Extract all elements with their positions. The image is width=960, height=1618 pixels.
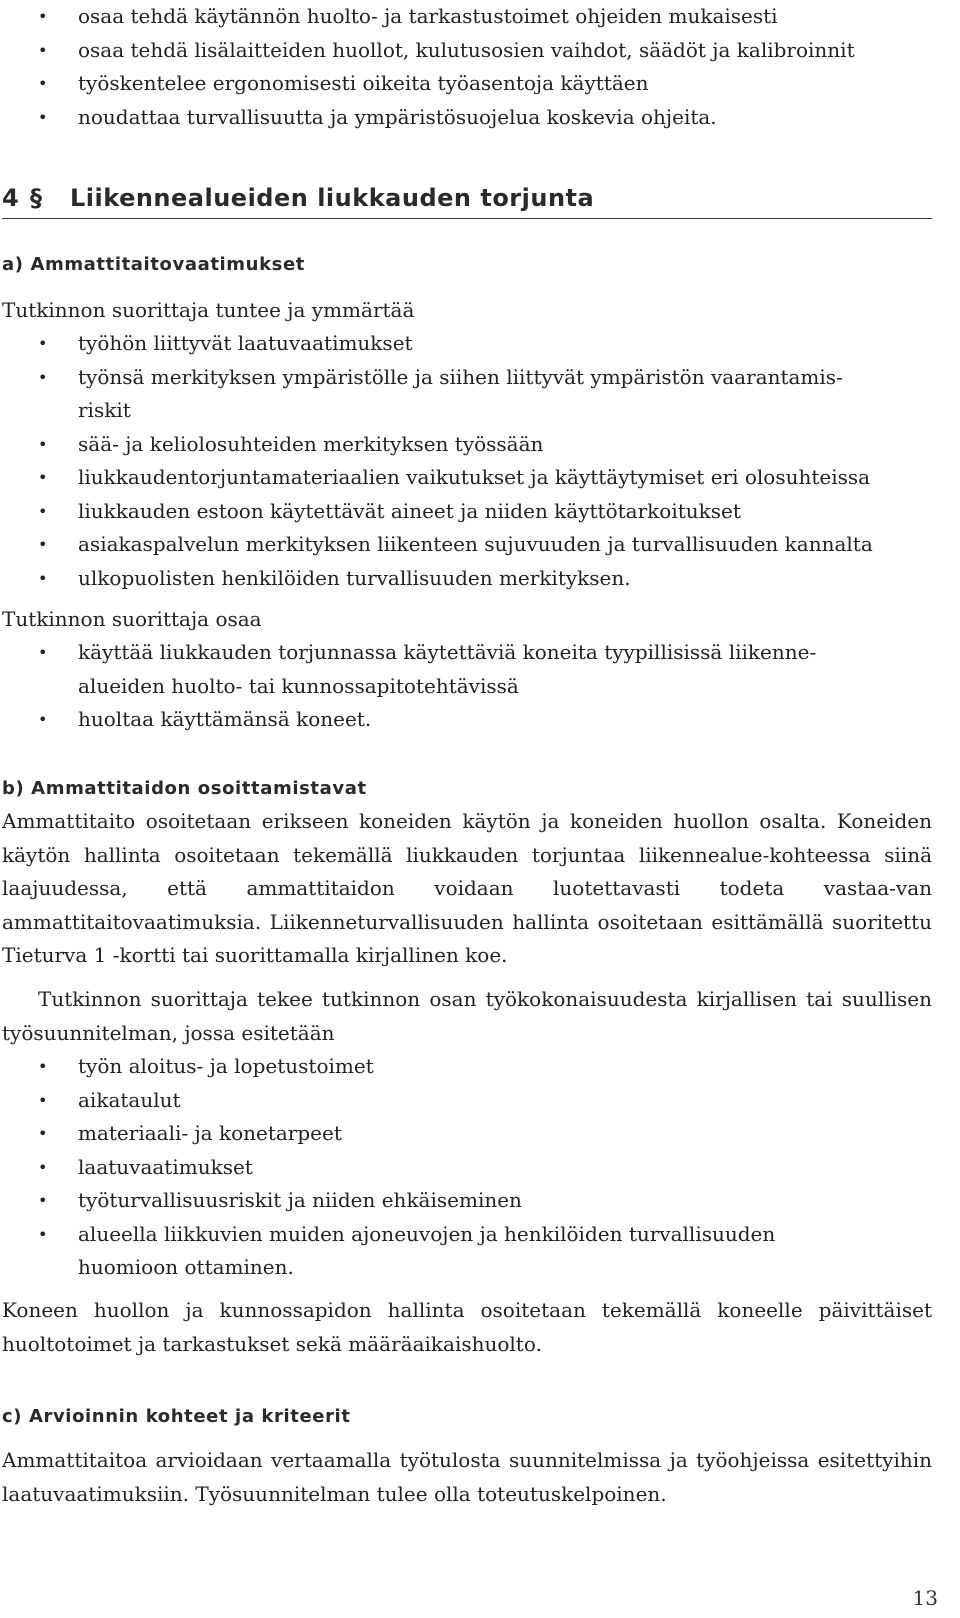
list-item: • työhön liittyvät laatuvaatimukset: [2, 327, 882, 361]
list-item: • osaa tehdä lisälaitteiden huollot, kulutusosien vaihdot, säädöt ja kalibroinnit: [2, 34, 932, 68]
bullet-icon: •: [38, 434, 48, 454]
bullet-icon: •: [38, 710, 48, 729]
section-symbol: §: [30, 184, 43, 212]
bullet-icon: •: [38, 535, 48, 554]
bullet-icon: •: [38, 1191, 48, 1210]
bullet-icon: •: [38, 40, 48, 60]
page-number: 13: [912, 1586, 938, 1610]
list-item: • työnsä merkityksen ympäristölle ja siihen liittyvät ympäristön vaarantamis-riskit: [2, 361, 858, 428]
top-bullet-list: [2, 0, 932, 134]
bullet-list-a2: [2, 636, 862, 737]
list-item: • osaa tehdä käytännön huolto- ja tarkastustoimet ohjeiden mukaisesti: [2, 0, 932, 34]
subheading-c: c) Arvioinnin kohteet ja kriteerit: [2, 1406, 351, 1427]
paragraph-c: Ammattitaitoa arvioidaan vertaamalla työtulosta suunnitelmissa ja työohjeissa esitettyihin laatuvaatimuksiin. Työsuunnitelman tulee olla toteutuskelpoinen.: [2, 1448, 932, 1506]
bullet-list-a1: [2, 327, 882, 595]
list-item: • materiaali- ja konetarpeet: [2, 1117, 842, 1151]
lead-text-a2: Tutkinnon suorittaja osaa: [2, 607, 262, 631]
bullet-icon: •: [38, 1124, 48, 1143]
list-item: • asiakaspalvelun merkityksen liikenteen sujuvuuden ja turvallisuuden kannalta: [2, 528, 882, 562]
list-item: • käyttää liukkauden torjunnassa käytettäviä koneita tyypillisissä liikenne-alueiden huolto- tai kunnossapitotehtävissä: [2, 636, 862, 703]
list-item: • laatuvaatimukset: [2, 1151, 842, 1185]
list-item: • huoltaa käyttämänsä koneet.: [2, 703, 862, 737]
list-item: • työturvallisuusriskit ja niiden ehkäiseminen: [2, 1184, 842, 1218]
bullet-icon: •: [38, 643, 48, 662]
list-item: • aikataulut: [2, 1084, 842, 1118]
list-item: • sää- ja keliolosuhteiden merkityksen työssään: [2, 428, 882, 462]
section-title-text: Liikennealueiden liukkauden torjunta: [70, 184, 595, 212]
bullet-icon: •: [38, 501, 48, 521]
lead-text-a1: Tutkinnon suorittaja tuntee ja ymmärtää: [2, 298, 415, 322]
subheading-a: a) Ammattitaitovaatimukset: [2, 254, 305, 275]
bullet-list-b: [2, 1050, 842, 1285]
bullet-icon: •: [38, 107, 48, 127]
bullet-icon: •: [38, 74, 48, 93]
section-title: [2, 184, 932, 219]
paragraph-b2: Tutkinnon suorittaja tekee tutkinnon osan työkokonaisuudesta kirjallisen tai suullisen työsuunnitelman, jossa esitetään: [2, 987, 932, 1045]
bullet-icon: •: [38, 7, 48, 26]
bullet-icon: •: [38, 568, 48, 588]
section-number: 4: [2, 184, 20, 212]
list-item: • noudattaa turvallisuutta ja ympäristösuojelua koskevia ohjeita.: [2, 101, 932, 135]
list-item: • ulkopuolisten henkilöiden turvallisuuden merkityksen.: [2, 562, 882, 596]
bullet-icon: •: [38, 367, 48, 387]
list-item: • työn aloitus- ja lopetustoimet: [2, 1050, 842, 1084]
bullet-icon: •: [38, 1057, 48, 1076]
list-item: • liukkauden estoon käytettävät aineet ja niiden käyttötarkoitukset: [2, 495, 882, 529]
list-item: • työskentelee ergonomisesti oikeita työasentoja käyttäen: [2, 67, 932, 101]
list-item: • liukkaudentorjuntamateriaalien vaikutukset ja käyttäytymiset eri olosuhteissa: [2, 461, 882, 495]
subheading-b: b) Ammattitaidon osoittamistavat: [2, 778, 367, 799]
paragraph-b3: Koneen huollon ja kunnossapidon hallinta osoitetaan tekemällä koneelle päivittäiset huoltotoimet ja tarkastukset sekä määräaikaishuolto.: [2, 1298, 932, 1356]
paragraph-b1: Ammattitaito osoitetaan erikseen koneiden käytön ja koneiden huollon osalta. Koneiden käytön hallinta osoitetaan tekemällä liukkauden torjuntaa liikennealue-kohteessa siinä laajuudessa, että ammattitaidon voidaan luotettavasti todeta vastaa-van ammattitaitovaatimuksia. Liikenneturvallisuuden hallinta osoitetaan esittämällä suoritettu Tieturva 1 -kortti tai suorittamalla kirjallinen koe.: [2, 809, 932, 967]
list-item: • alueella liikkuvien muiden ajoneuvojen ja henkilöiden turvallisuuden huomioon ottaminen.: [2, 1218, 842, 1285]
bullet-icon: •: [38, 468, 48, 487]
bullet-icon: •: [38, 1090, 48, 1110]
bullet-icon: •: [38, 334, 48, 353]
bullet-icon: •: [38, 1157, 48, 1177]
bullet-icon: •: [38, 1224, 48, 1244]
